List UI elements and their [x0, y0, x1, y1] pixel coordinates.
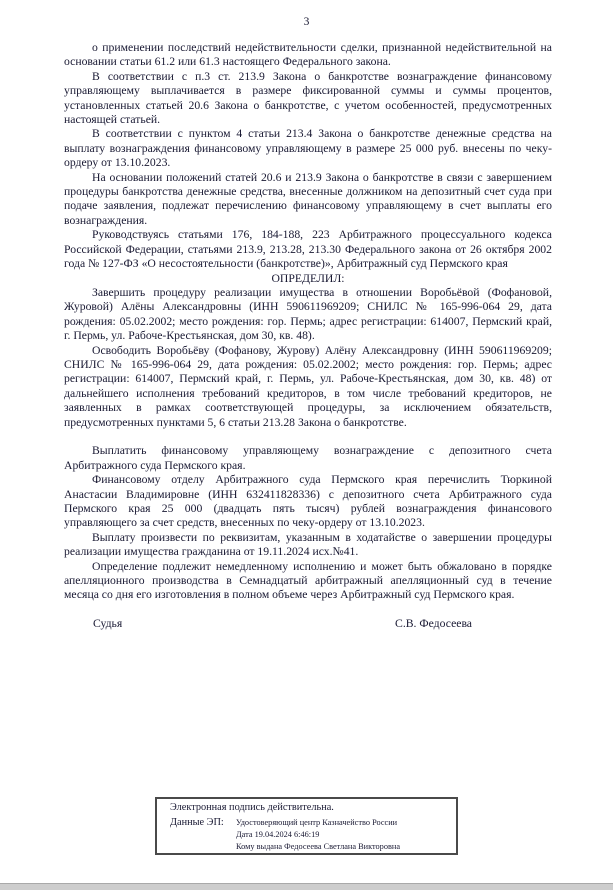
- paragraph: Завершить процедуру реализации имущества в отношении Воробьёвой (Фофановой, Журовой) Алёны Александровны (ИНН 590611969209; СНИЛС № 165-996-064 29, дата рождения: 05.02.2002; место рождения: гор. Пермь; адрес регистрации: 614007, Пермский край, г. Пермь, ул. Рабоче-Крестьянская, дом 30, кв. 48).: [64, 285, 552, 343]
- signature-name: С.В. Федосеева: [395, 616, 472, 630]
- paragraph: В соответствии с пунктом 4 статьи 213.4 Закона о банкротстве денежные средства на выплату вознаграждения финансовому управляющему в размере 25 000 руб. внесены по чеку-ордеру от 13.10.2023.: [64, 127, 552, 170]
- esign-stamp-line: Дата 19.04.2024 6:46:19: [236, 829, 320, 839]
- signature-role: Судья: [93, 616, 123, 630]
- final-paragraph-group: [64, 444, 552, 602]
- esign-stamp-line: Удостоверяющий центр Казначейство России: [236, 818, 398, 827]
- paragraph: Финансовому отделу Арбитражного суда Пермского края перечислить Тюркиной Анастасии Владимировне (ИНН 632411828336) с депозитного счета Арбитражного суда Пермского края 25 000 (двадцать пять тысяч) рублей вознаграждения финансового управляющего за счет средств, внесенных по чеку-ордеру от 13.10.2023.: [64, 473, 552, 530]
- paragraph: Определение подлежит немедленному исполнению и может быть обжаловано в порядке апелляционного производства в Семнадцатый арбитражный апелляционный суд в течение месяца со дня его изготовления в полном объеме через Арбитражный суд Пермского края.: [64, 559, 552, 602]
- document-body: [64, 41, 552, 631]
- resolution-heading: ОПРЕДЕЛИЛ:: [271, 271, 345, 285]
- esign-stamp-title: Электронная подпись действительна.: [170, 802, 334, 813]
- paragraph: о применении последствий недействительности сделки, признанной недействительной на основании статьи 61.2 или 61.3 настоящего Федерального закона.: [64, 41, 552, 69]
- esign-stamp-details: [170, 817, 456, 853]
- page-number: 3: [303, 16, 310, 28]
- paragraph: Выплатить финансовому управляющему вознаграждение с депозитного счета Арбитражного суда Пермского края.: [64, 444, 552, 472]
- paragraph: Освободить Воробьёву (Фофанову, Журову) Алёну Александровну (ИНН 590611969209; СНИЛС № 165-996-064 29, дата рождения: 05.02.2002; место рождения: гор. Пермь; адрес регистрации: 614007, Пермский край, г. Пермь, ул. Рабоче-Крестьянская, дом 30, кв. 48) от дальнейшего исполнения требований кредиторов, в том числе требований кредиторов, не заявленных в рамках соответствующей процедуры, за исключением обязательств, предусмотренных пунктами 5, 6 статьи 213.28 Закона о банкротстве.: [64, 343, 552, 429]
- paragraph: Выплату произвести по реквизитам, указанным в ходатайстве о завершении процедуры реализации имущества гражданина от 19.11.2024 исх.№41.: [64, 530, 552, 559]
- esign-stamp: [155, 797, 458, 855]
- esign-stamp-line: Кому выдана Федосеева Светлана Викторовна: [236, 841, 401, 851]
- paragraph: В соответствии с п.3 ст. 213.9 Закона о банкротстве вознаграждение финансовому управляющему выплачивается в размере фиксированной суммы и суммы процентов, установленных статьей 20.6 Закона о банкротстве, с учетом особенностей, предусмотренных настоящей статьей.: [64, 69, 552, 127]
- window-bottom-edge: [0, 883, 613, 890]
- signature-row: [64, 617, 552, 631]
- paragraph: Руководствуясь статьями 176, 184-188, 223 Арбитражного процессуального кодекса Российской Федерации, статьями 213.9, 213.28, 213.30 Федерального закона от 26 октября 2002 года № 127-ФЗ «О несостоятельности (банкротстве)», Арбитражный суд Пермского края: [64, 228, 552, 271]
- paragraph: На основании положений статей 20.6 и 213.9 Закона о банкротстве в связи с завершением процедуры банкротства денежные средства, внесенные должником на депозитный счет суда при подаче заявления, подлежат перечислению финансовому управляющему в счет выплаты его вознаграждения.: [64, 170, 552, 227]
- esign-stamp-label: Данные ЭП:: [170, 817, 224, 828]
- esign-stamp-lines: [236, 817, 400, 853]
